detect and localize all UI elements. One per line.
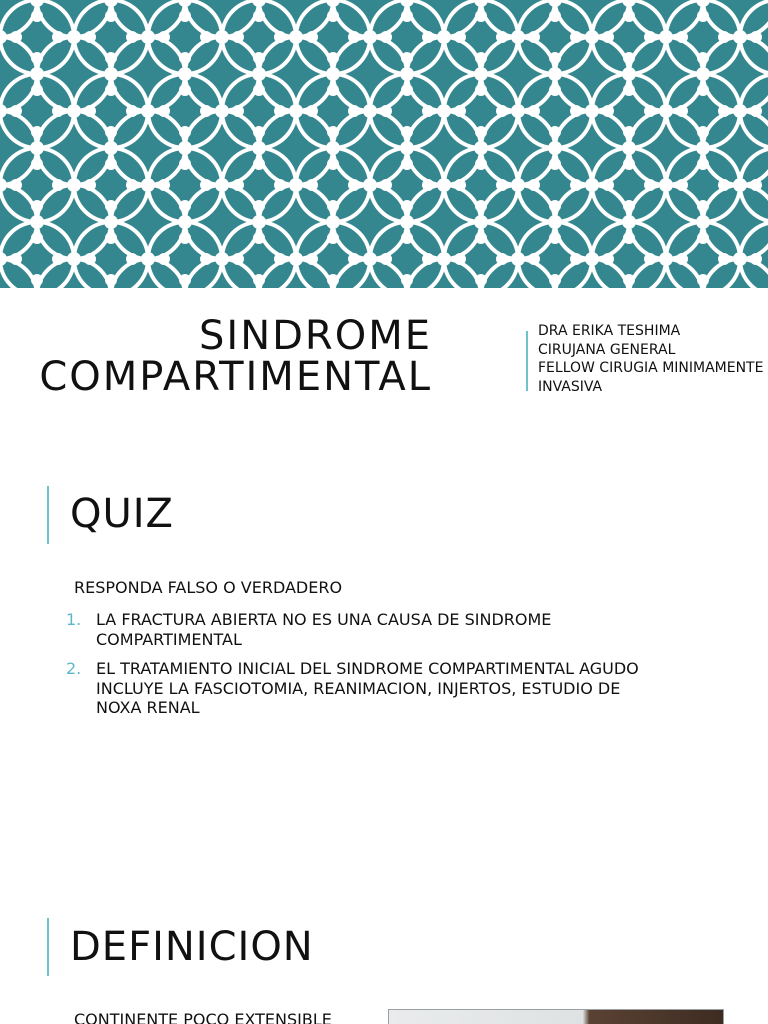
- quiz-prompt: RESPONDA FALSO O VERDADERO: [74, 578, 343, 597]
- quiz-question-list: [66, 610, 666, 728]
- author-accent-bar: [526, 331, 528, 391]
- quiz-question-2: [66, 659, 666, 718]
- pattern-graphic: [0, 0, 768, 288]
- definicion-accent-bar: [47, 918, 49, 976]
- question-text: LA FRACTURA ABIERTA NO ES UNA CAUSA DE SINDROME COMPARTIMENTAL: [96, 610, 552, 649]
- author-fellowship: FELLOW CIRUGIA MINIMAMENTE: [538, 360, 764, 376]
- definicion-heading: DEFINICION: [70, 924, 314, 970]
- title-line-1: SINDROME: [199, 313, 432, 359]
- title-line-2: COMPARTIMENTAL: [39, 354, 432, 400]
- quiz-heading: QUIZ: [70, 491, 174, 537]
- author-fellowship-cont: INVASIVA: [538, 378, 603, 395]
- quiz-question-1: [66, 610, 666, 649]
- question-number: 1.: [66, 610, 82, 629]
- definicion-photo: [388, 1009, 724, 1024]
- question-text: EL TRATAMIENTO INICIAL DEL SINDROME COMPARTIMENTAL AGUDO INCLUYE LA FASCIOTOMIA, REANIMACION, INJERTOS, ESTUDIO DE NOXA RENAL: [96, 659, 639, 717]
- question-number: 2.: [66, 659, 82, 678]
- definicion-text: CONTINENTE POCO EXTENSIBLE: [74, 1010, 332, 1024]
- decorative-pattern-banner: [0, 0, 768, 288]
- author-info: [538, 322, 768, 396]
- pattern-fill: [0, 0, 768, 288]
- author-specialty: CIRUJANA GENERAL: [538, 341, 676, 358]
- presentation-title: [0, 313, 432, 400]
- quiz-accent-bar: [47, 486, 49, 544]
- author-name: DRA ERIKA TESHIMA: [538, 323, 681, 339]
